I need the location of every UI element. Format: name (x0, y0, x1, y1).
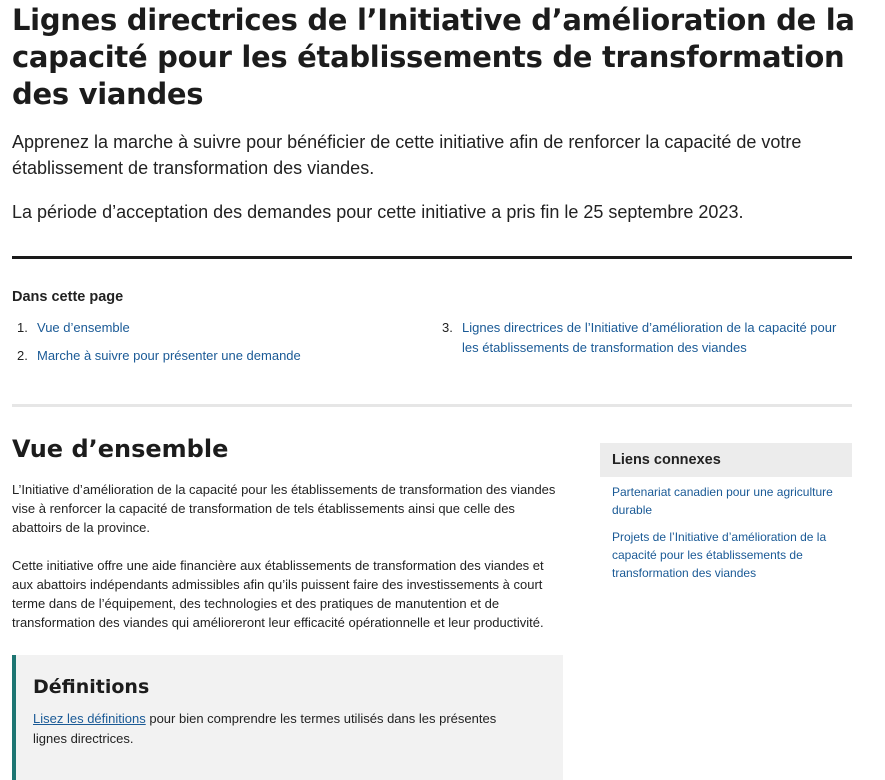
definitions-title: Définitions (33, 676, 150, 698)
deadline-notice: La période d’acceptation des demandes pour cette initiative a pris fin le 25 septembre 2023. (12, 202, 744, 222)
definitions-text-rest: pour bien comprendre les termes utilisés dans les présentes lignes directrices. (33, 711, 497, 746)
toc-title: Dans cette page (12, 289, 124, 305)
definitions-link[interactable]: Lisez les définitions (33, 711, 146, 726)
lead-paragraph: Apprenez la marche à suivre pour bénéficier de cette initiative afin de renforcer la capacité de votre établissement de transformation des viandes. (12, 132, 802, 178)
overview-heading: Vue d’ensemble (12, 435, 229, 463)
page-title: Lignes directrices de l’Initiative d’amélioration de la capacité pour les établissements de transformation des viandes (12, 3, 855, 111)
related-links-header (600, 443, 852, 477)
definitions-callout (12, 655, 563, 780)
toc-item-overview (17, 318, 417, 338)
related-link-partnership[interactable]: Partenariat canadien pour une agriculture durable (612, 485, 833, 517)
related-links-title: Liens connexes (612, 452, 721, 468)
section-divider-light (12, 404, 852, 407)
toc-item-guidelines (442, 318, 852, 358)
toc-number: 1. (17, 320, 28, 335)
definitions-text (33, 709, 533, 749)
toc-number: 2. (17, 348, 28, 363)
toc-link-apply[interactable]: Marche à suivre pour présenter une demande (37, 348, 301, 363)
toc-link-overview[interactable]: Vue d’ensemble (37, 320, 130, 335)
toc-link-guidelines[interactable]: Lignes directrices de l’Initiative d’amélioration de la capacité pour les établissements de transformation des viandes (462, 320, 837, 355)
toc-number: 3. (442, 320, 453, 335)
toc-item-apply (17, 346, 417, 366)
related-links-panel (600, 443, 852, 580)
overview-paragraph-2: Cette initiative offre une aide financière aux établissements de transformation des viandes et aux abattoirs indépendants admissibles afin qu’ils puissent faire des investissements à court terme dans de l’équipement, des technologies et des pratiques de manutention et de transformation des viandes qui amélioreront leur efficacité opérationnelle et leur productivité. (12, 558, 544, 630)
section-divider (12, 256, 852, 259)
related-link-projects[interactable]: Projets de l’Initiative d’amélioration de la capacité pour les établissements de transformation des viandes (612, 530, 827, 580)
overview-paragraph-1: L’Initiative d’amélioration de la capacité pour les établissements de transformation des viandes vise à renforcer la capacité de transformation de tels établissements ainsi que celle des abattoirs de la province. (12, 482, 556, 535)
